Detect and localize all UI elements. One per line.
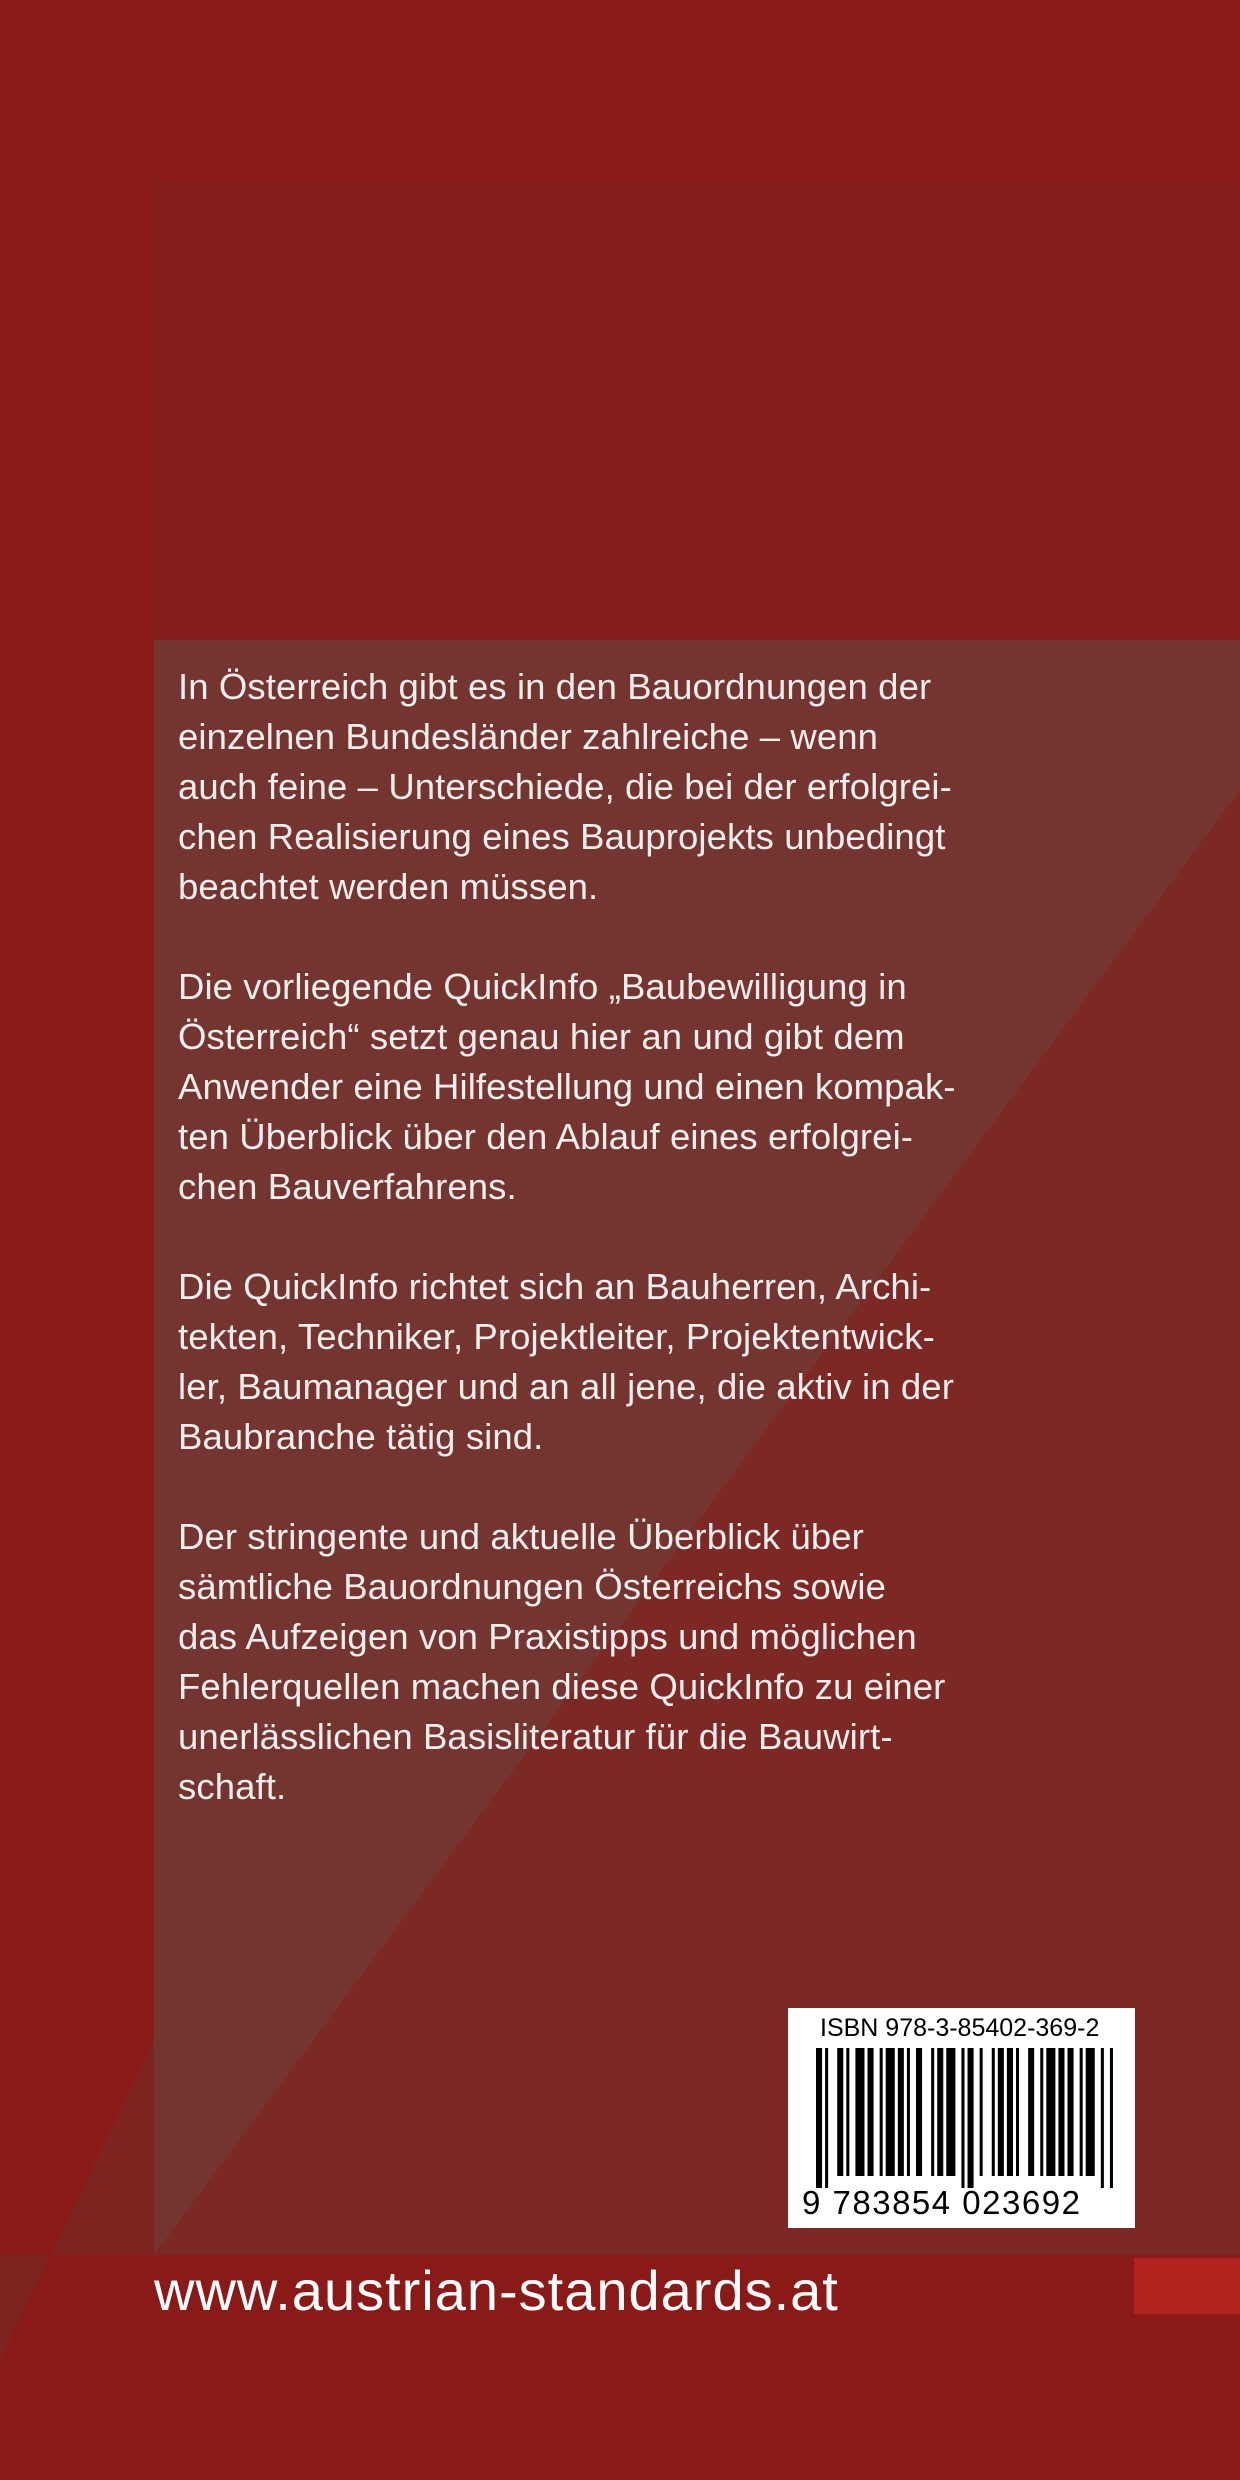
- isbn-barcode: [788, 2008, 1135, 2228]
- blurb-line: Fehlerquellen machen diese QuickInfo zu einer: [178, 1666, 946, 1707]
- barcode-bar: [1028, 2048, 1034, 2176]
- barcode-bar: [1101, 2048, 1104, 2188]
- blurb-line: Anwender eine Hilfestellung und einen kompak-: [178, 1066, 956, 1107]
- barcode-bar: [931, 2048, 934, 2176]
- blurb-line: chen Realisierung eines Bauprojekts unbedingt: [178, 816, 946, 857]
- barcode-bar: [992, 2048, 995, 2176]
- blurb-line: Österreich“ setzt genau hier an und gibt dem: [178, 1016, 905, 1057]
- blurb-line: einzelnen Bundesländer zahlreiche – wenn: [178, 716, 879, 757]
- barcode-bar: [1110, 2048, 1113, 2188]
- barcode-bar: [1086, 2048, 1095, 2176]
- barcode-bar: [937, 2048, 943, 2176]
- blurb-line: das Aufzeigen von Praxistipps und möglichen: [178, 1616, 917, 1657]
- barcode-bar: [1040, 2048, 1043, 2176]
- isbn-digits: 9 783854 023692: [802, 2184, 1082, 2221]
- blurb-line: beachtet werden müssen.: [178, 866, 599, 907]
- blurb-line: unerlässlichen Basisliteratur für die Bauwirt-: [178, 1716, 893, 1757]
- barcode-bar: [1016, 2048, 1019, 2176]
- barcode-bar: [998, 2048, 1004, 2176]
- blurb-paragraph: [178, 662, 1098, 912]
- barcode-bar: [880, 2048, 883, 2176]
- website-url: www.austrian-standards.at: [154, 2259, 839, 2322]
- barcode-bar: [816, 2048, 822, 2188]
- blurb-line: Die vorliegende QuickInfo „Baubewilligung in: [178, 966, 907, 1007]
- blurb-line: sämtliche Bauordnungen Österreichs sowie: [178, 1566, 886, 1607]
- blurb-line: schaft.: [178, 1766, 287, 1807]
- blurb-line: ten Überblick über den Ablauf eines erfolgrei-: [178, 1116, 914, 1157]
- barcode-bar: [907, 2048, 910, 2176]
- barcode-bar: [868, 2048, 874, 2176]
- barcode-bar: [946, 2048, 955, 2176]
- blurb-line: chen Bauverfahrens.: [178, 1166, 517, 1207]
- barcode-bar: [980, 2048, 983, 2176]
- barcode-bar: [886, 2048, 895, 2176]
- barcode-bar: [1058, 2048, 1064, 2176]
- blurb-line: Die QuickInfo richtet sich an Bauherren, Archi-: [178, 1266, 932, 1307]
- blurb-line: auch feine – Unterschiede, die bei der erfolgrei-: [178, 766, 952, 807]
- blurb-paragraph: [178, 1262, 1098, 1462]
- blurb-line: Der stringente und aktuelle Überblick über: [178, 1516, 864, 1557]
- isbn-label: ISBN 978-3-85402-369-2: [820, 2014, 1100, 2042]
- barcode-bars: [816, 2048, 1116, 2188]
- blurb-line: tekten, Techniker, Projektleiter, Projektentwick-: [178, 1316, 935, 1357]
- back-cover-blurb: [178, 662, 1098, 1862]
- barcode-bar: [968, 2048, 974, 2188]
- barcode-bar: [1068, 2048, 1074, 2176]
- barcode-bar: [1080, 2048, 1083, 2176]
- barcode-bar: [1007, 2048, 1013, 2176]
- blurb-line: In Österreich gibt es in den Bauordnungen der: [178, 666, 932, 707]
- barcode-bar: [825, 2048, 828, 2188]
- barcode-bar: [961, 2048, 964, 2188]
- blurb-line: ler, Baumanager und an all jene, die aktiv in der: [178, 1366, 954, 1407]
- barcode-bar: [916, 2048, 922, 2176]
- barcode-bar: [846, 2048, 849, 2176]
- barcode-bar: [1046, 2048, 1055, 2176]
- barcode-bar: [898, 2048, 904, 2176]
- accent-block: [1134, 2258, 1240, 2314]
- barcode-bar: [837, 2048, 843, 2176]
- blurb-paragraph: [178, 962, 1098, 1212]
- blurb-line: Baubranche tätig sind.: [178, 1416, 544, 1457]
- barcode-bar: [855, 2048, 864, 2176]
- blurb-paragraph: [178, 1512, 1098, 1812]
